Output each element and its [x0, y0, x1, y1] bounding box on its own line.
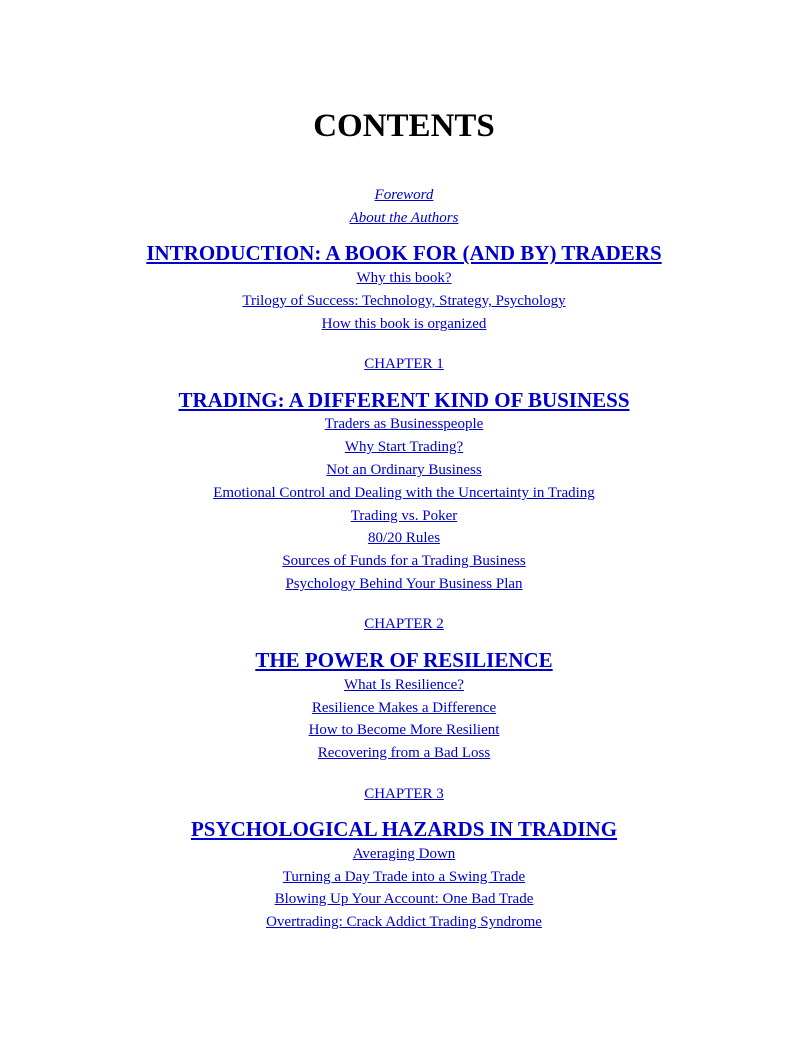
toc-link[interactable]: Why Start Trading?: [344, 439, 464, 455]
toc-entry: [0, 314, 808, 334]
toc-entry: [0, 867, 808, 887]
toc-link-chapter-2-title[interactable]: THE POWER OF RESILIENCE: [255, 648, 553, 672]
toc-entry: [0, 291, 808, 311]
toc-link[interactable]: What Is Resilience?: [344, 677, 464, 693]
toc-entry: [0, 675, 808, 695]
toc-link-chapter-1[interactable]: CHAPTER 1: [364, 356, 444, 372]
toc-heading-chapter-2: [0, 647, 808, 673]
toc-link-introduction[interactable]: INTRODUCTION: A BOOK FOR (AND BY) TRADERS: [146, 241, 662, 265]
toc-entry: [0, 268, 808, 288]
toc-entry: [0, 551, 808, 571]
toc-entry-about-authors: [0, 208, 808, 228]
toc-link-chapter-1-title[interactable]: TRADING: A DIFFERENT KIND OF BUSINESS: [178, 388, 630, 412]
toc-entry: [0, 437, 808, 457]
toc-link-foreword[interactable]: Foreword: [374, 187, 434, 203]
toc-entry: [0, 414, 808, 434]
toc-link-why-this-book[interactable]: Why this book?: [356, 270, 452, 286]
toc-link[interactable]: Turning a Day Trade into a Swing Trade: [282, 869, 526, 885]
toc-link[interactable]: Psychology Behind Your Business Plan: [285, 576, 523, 592]
toc-entry: [0, 889, 808, 909]
toc-link[interactable]: How to Become More Resilient: [308, 722, 500, 738]
chapter-label: [0, 784, 808, 804]
toc-entry: [0, 912, 808, 932]
toc-link[interactable]: Averaging Down: [352, 846, 456, 862]
chapter-label: [0, 614, 808, 634]
toc-link-chapter-3-title[interactable]: PSYCHOLOGICAL HAZARDS IN TRADING: [190, 817, 618, 841]
toc-link[interactable]: Trading vs. Poker: [350, 508, 458, 524]
toc-entry: [0, 506, 808, 526]
toc-link[interactable]: Emotional Control and Dealing with the Uncertainty in Trading: [213, 485, 595, 501]
toc-link[interactable]: Blowing Up Your Account: One Bad Trade: [274, 891, 534, 907]
toc-link[interactable]: Sources of Funds for a Trading Business: [282, 553, 526, 569]
toc-entry-foreword: [0, 185, 808, 205]
chapter-label: [0, 354, 808, 374]
toc-link[interactable]: Recovering from a Bad Loss: [317, 745, 491, 761]
page-title: CONTENTS: [313, 108, 495, 144]
toc-link[interactable]: 80/20 Rules: [367, 530, 441, 546]
toc-link-chapter-2[interactable]: CHAPTER 2: [364, 616, 444, 632]
toc-link-trilogy-of-success[interactable]: Trilogy of Success: Technology, Strategy, Psychology: [242, 293, 566, 309]
toc-heading-chapter-1: [0, 387, 808, 413]
toc-entry: [0, 528, 808, 548]
toc-entry: [0, 698, 808, 718]
toc-entry: [0, 844, 808, 864]
toc-link-how-organized[interactable]: How this book is organized: [321, 316, 487, 332]
toc-heading-introduction: [0, 240, 808, 266]
toc-entry: [0, 720, 808, 740]
toc-link[interactable]: Traders as Businesspeople: [324, 416, 484, 432]
toc-heading-chapter-3: [0, 816, 808, 842]
toc-link[interactable]: Not an Ordinary Business: [326, 462, 482, 478]
toc-link-chapter-3[interactable]: CHAPTER 3: [364, 786, 444, 802]
toc-entry: [0, 460, 808, 480]
toc-entry: [0, 743, 808, 763]
toc-entry: [0, 574, 808, 594]
toc-link-about-authors[interactable]: About the Authors: [349, 210, 459, 226]
toc-link[interactable]: Overtrading: Crack Addict Trading Syndrome: [266, 914, 542, 930]
toc-link[interactable]: Resilience Makes a Difference: [311, 700, 497, 716]
toc-entry: [0, 483, 808, 503]
